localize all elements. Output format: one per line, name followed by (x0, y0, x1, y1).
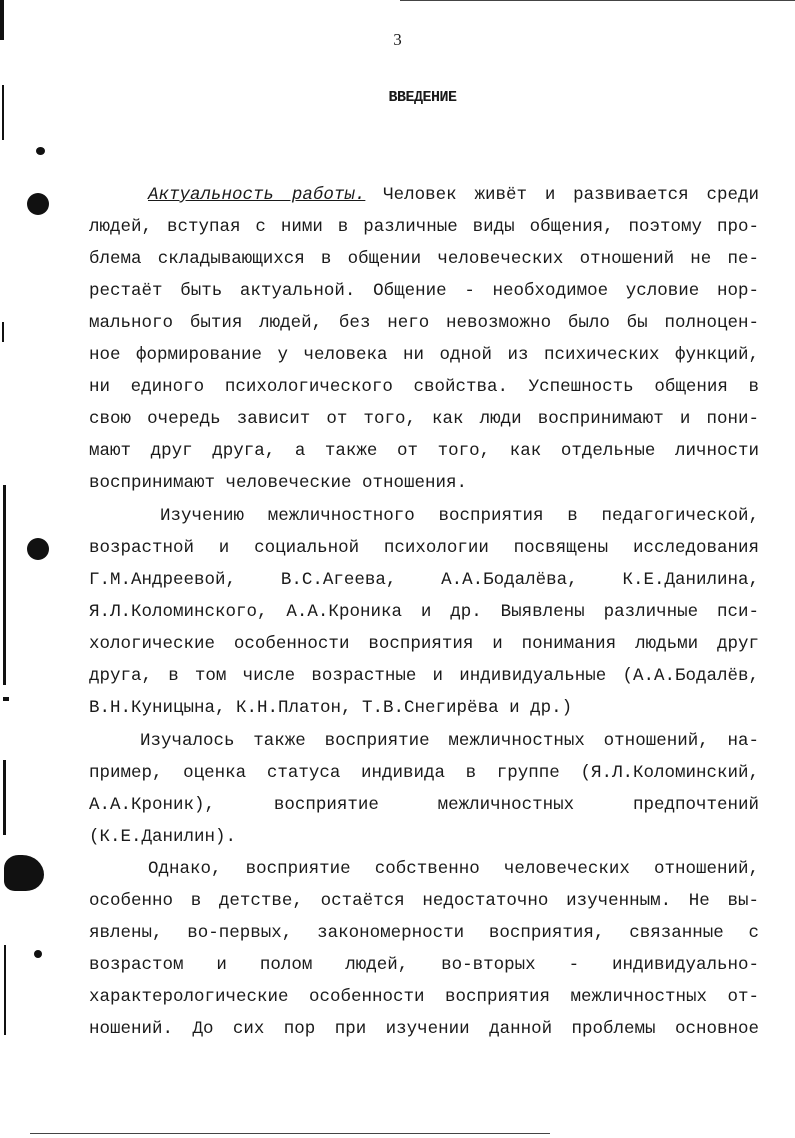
text-line: Я.Л.Коломинского, А.А.Кроника и др. Выявлены различные пси- (89, 602, 759, 622)
text-line: характерологические особенности восприятия межличностных от- (89, 987, 759, 1007)
text-line: ни единого психологического свойства. Успешность общения в (89, 377, 759, 397)
punch-hole-mark (27, 193, 49, 215)
scan-edge-mark (3, 760, 6, 835)
scan-edge-mark (3, 485, 6, 685)
scan-bottom-rule (30, 1133, 550, 1134)
scan-speck (3, 697, 9, 701)
text-line: Изучению межличностного восприятия в педагогической, (160, 506, 759, 526)
text-line: людей, вступая с ними в различные виды общения, поэтому про- (89, 217, 759, 237)
scan-speck (36, 147, 45, 155)
line-text: Человек живёт и развивается среди (365, 185, 759, 205)
page-number: 3 (393, 30, 402, 49)
text-line: воспринимают человеческие отношения. (89, 473, 468, 493)
text-line: явлены, во-первых, закономерности восприятия, связанные с (89, 923, 759, 943)
text-line: хологические особенности восприятия и понимания людьми друг (89, 634, 759, 654)
text-line: возрастной и социальной психологии посвящены исследования (89, 538, 759, 558)
text-line: рестаёт быть актуальной. Общение - необходимое условие нор- (89, 281, 759, 301)
scan-edge-mark (4, 945, 6, 1035)
text-line: Г.М.Андреевой, В.С.Агеева, А.А.Бодалёва, К.Е.Данилина, (89, 570, 759, 590)
scan-top-rule (400, 0, 795, 1)
text-line: мального бытия людей, без него невозможно было бы полноцен- (89, 313, 759, 333)
emphasis-lead: Актуальность работы. (148, 185, 366, 205)
text-line: (К.Е.Данилин). (89, 827, 237, 847)
text-line (148, 184, 759, 206)
text-line: возрастом и полом людей, во-вторых - индивидуально- (89, 955, 759, 975)
text-line: друга, в том числе возрастные и индивидуальные (А.А.Бодалёв, (89, 666, 759, 686)
scan-speck (34, 950, 42, 958)
punch-hole-mark (27, 538, 49, 560)
text-line: мают друг друга, а также от того, как отдельные личности (89, 441, 759, 461)
text-line: Однако, восприятие собственно человеческих отношений, (148, 859, 759, 879)
text-line: свою очередь зависит от того, как люди воспринимают и пони- (89, 409, 759, 429)
text-line: Изучалось также восприятие межличностных отношений, на- (140, 731, 759, 751)
text-line: особенно в детстве, остаётся недостаточно изученным. Не вы- (89, 891, 759, 911)
text-line: В.Н.Куницына, К.Н.Платон, Т.В.Снегирёва и др.) (89, 698, 573, 718)
text-line: ношений. До сих пор при изучении данной проблемы основное (89, 1019, 759, 1039)
text-line: ное формирование у человека ни одной из психических функций, (89, 345, 759, 365)
text-line: пример, оценка статуса индивида в группе (Я.Л.Коломинский, (89, 763, 759, 783)
text-line: блема складывающихся в общении человеческих отношений не пе- (89, 249, 759, 269)
scan-edge-mark (2, 322, 4, 342)
text-line: А.А.Кроник), восприятие межличностных предпочтений (89, 795, 759, 815)
scan-blot (4, 855, 44, 891)
page-title: ВВЕДЕНИЕ (388, 89, 457, 106)
